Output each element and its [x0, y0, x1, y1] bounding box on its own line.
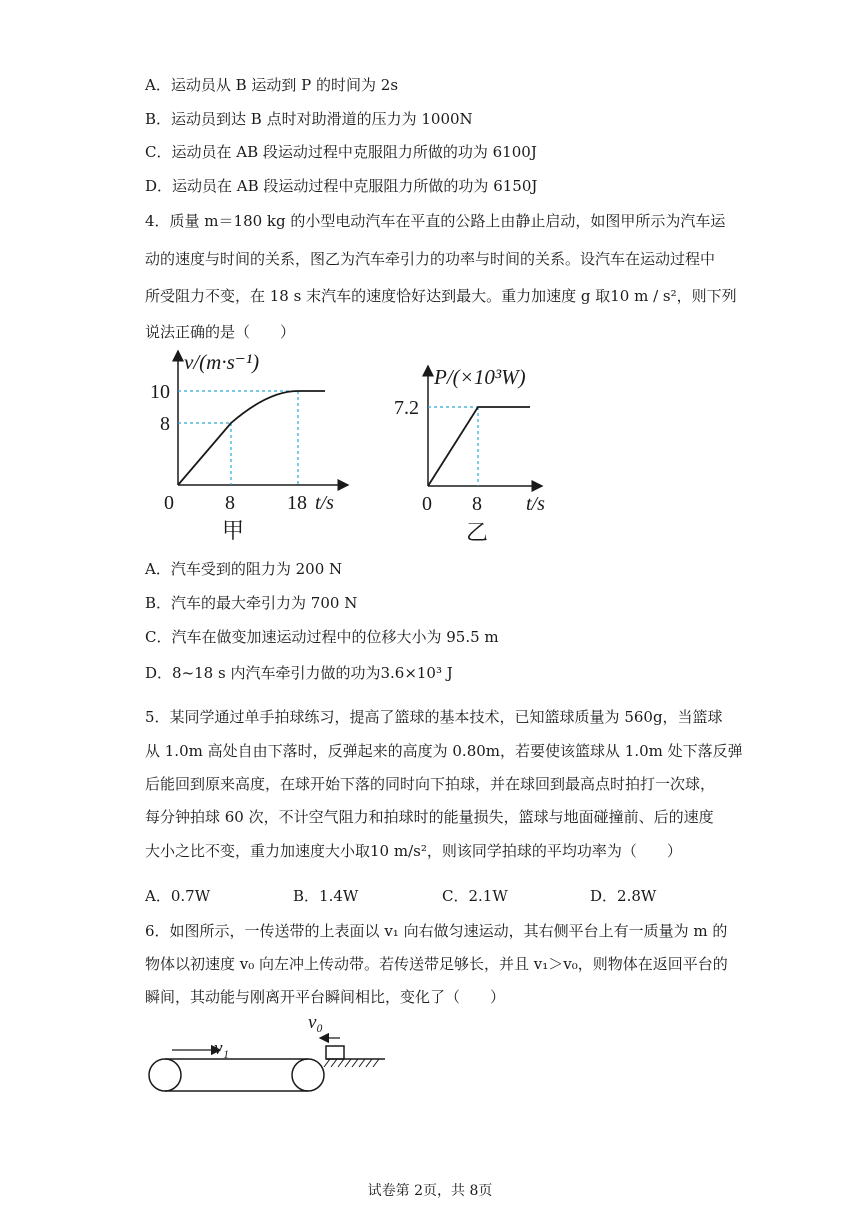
- x-axis-label: t/s: [315, 492, 334, 514]
- x-tick-8: 8: [472, 493, 482, 515]
- q4-option-c: C．汽车在做变加速运动过程中的位移大小为 95.5 m: [145, 628, 499, 646]
- q4-option-a: A．汽车受到的阻力为 200 N: [145, 560, 343, 578]
- q5-stem-line-4: 每分钟拍球 60 次，不计空气阻力和拍球时的能量损失，篮球与地面碰撞前、后的速度: [145, 808, 714, 826]
- q4-stem-line-3: 所受阻力不变，在 18 s 末汽车的速度恰好达到最大。重力加速度 g 取10 m / s²，则下列: [145, 287, 737, 305]
- q5-option-d: D．2.8W: [590, 887, 657, 905]
- q3-option-a: A．运动员从 B 运动到 P 的时间为 2s: [145, 76, 399, 94]
- velocity-curve: [178, 391, 325, 485]
- q3-option-b: B．运动员到达 B 点时对助滑道的压力为 1000N: [145, 110, 473, 128]
- conveyor-belt-diagram: [140, 1010, 400, 1100]
- caption-yi: 乙: [466, 520, 489, 545]
- y-tick-7-2: 7.2: [394, 397, 419, 419]
- q5-stem-line-1: 5．某同学通过单手拍球练习，提高了篮球的基本技术，已知篮球质量为 560g，当篮球: [145, 708, 723, 726]
- y-tick-10: 10: [150, 381, 170, 403]
- q4-option-b: B．汽车的最大牵引力为 700 N: [145, 594, 358, 612]
- q5-option-c: C．2.1W: [442, 887, 508, 905]
- q4-stem-line-4: 说法正确的是（ ）: [145, 323, 296, 341]
- v1-label: v₁: [214, 1038, 230, 1059]
- q3-option-c: C．运动员在 AB 段运动过程中克服阻力所做的功为 6100J: [145, 143, 537, 161]
- q4-stem-line-2: 动的速度与时间的关系，图乙为汽车牵引力的功率与时间的关系。设汽车在运动过程中: [145, 250, 716, 268]
- block: [326, 1046, 344, 1059]
- x-axis-label: t/s: [526, 493, 545, 515]
- power-time-graph: [392, 360, 567, 545]
- left-pulley: [149, 1059, 181, 1091]
- power-curve: [428, 407, 530, 486]
- q5-stem-line-5: 大小之比不变，重力加速度大小取10 m/s²，则该同学拍球的平均功率为（ ）: [145, 842, 682, 860]
- q5-stem-line-2: 从 1.0m 高处自由下落时，反弹起来的高度为 0.80m，若要使该篮球从 1.0m 处下落反弹: [145, 742, 743, 760]
- q5-stem-line-3: 后能回到原来高度，在球开始下落的同时向下拍球，并在球回到最高点时拍打一次球，: [145, 775, 716, 793]
- q6-stem-line-1: 6．如图所示，一传送带的上表面以 v₁ 向右做匀速运动，其右侧平台上有一质量为 m 的: [145, 922, 728, 940]
- q5-option-a: A．0.7W: [145, 887, 211, 905]
- q6-stem-line-3: 瞬间，其动能与刚离开平台瞬间相比，变化了（ ）: [145, 988, 506, 1006]
- y-tick-8: 8: [160, 413, 170, 435]
- x-tick-8: 8: [225, 492, 235, 514]
- page-footer: 试卷第 2页，共 8页: [367, 1183, 493, 1199]
- velocity-time-graph: [150, 345, 360, 550]
- x-tick-0: 0: [164, 492, 174, 514]
- q4-option-d: D．8~18 s 内汽车牵引力做的功为3.6×10³ J: [145, 664, 453, 682]
- y-axis-label: v/(m·s⁻¹): [184, 350, 260, 374]
- v0-label: v₀: [308, 1012, 324, 1033]
- q5-option-b: B．1.4W: [293, 887, 359, 905]
- q6-stem-line-2: 物体以初速度 v₀ 向左冲上传动带。若传送带足够长，并且 v₁＞v₀，则物体在返回平台的: [145, 955, 728, 973]
- q3-option-d: D．运动员在 AB 段运动过程中克服阻力所做的功为 6150J: [145, 177, 538, 195]
- platform-hatching: [324, 1059, 379, 1067]
- x-tick-0: 0: [422, 493, 432, 515]
- q4-stem-line-1: 4．质量 m＝180 kg 的小型电动汽车在平直的公路上由静止启动，如图甲所示为汽车运: [145, 212, 726, 230]
- x-tick-18: 18: [287, 492, 307, 514]
- y-axis-label: P/(×10³W): [434, 365, 526, 389]
- caption-jia: 甲: [222, 518, 245, 543]
- right-pulley: [292, 1059, 324, 1091]
